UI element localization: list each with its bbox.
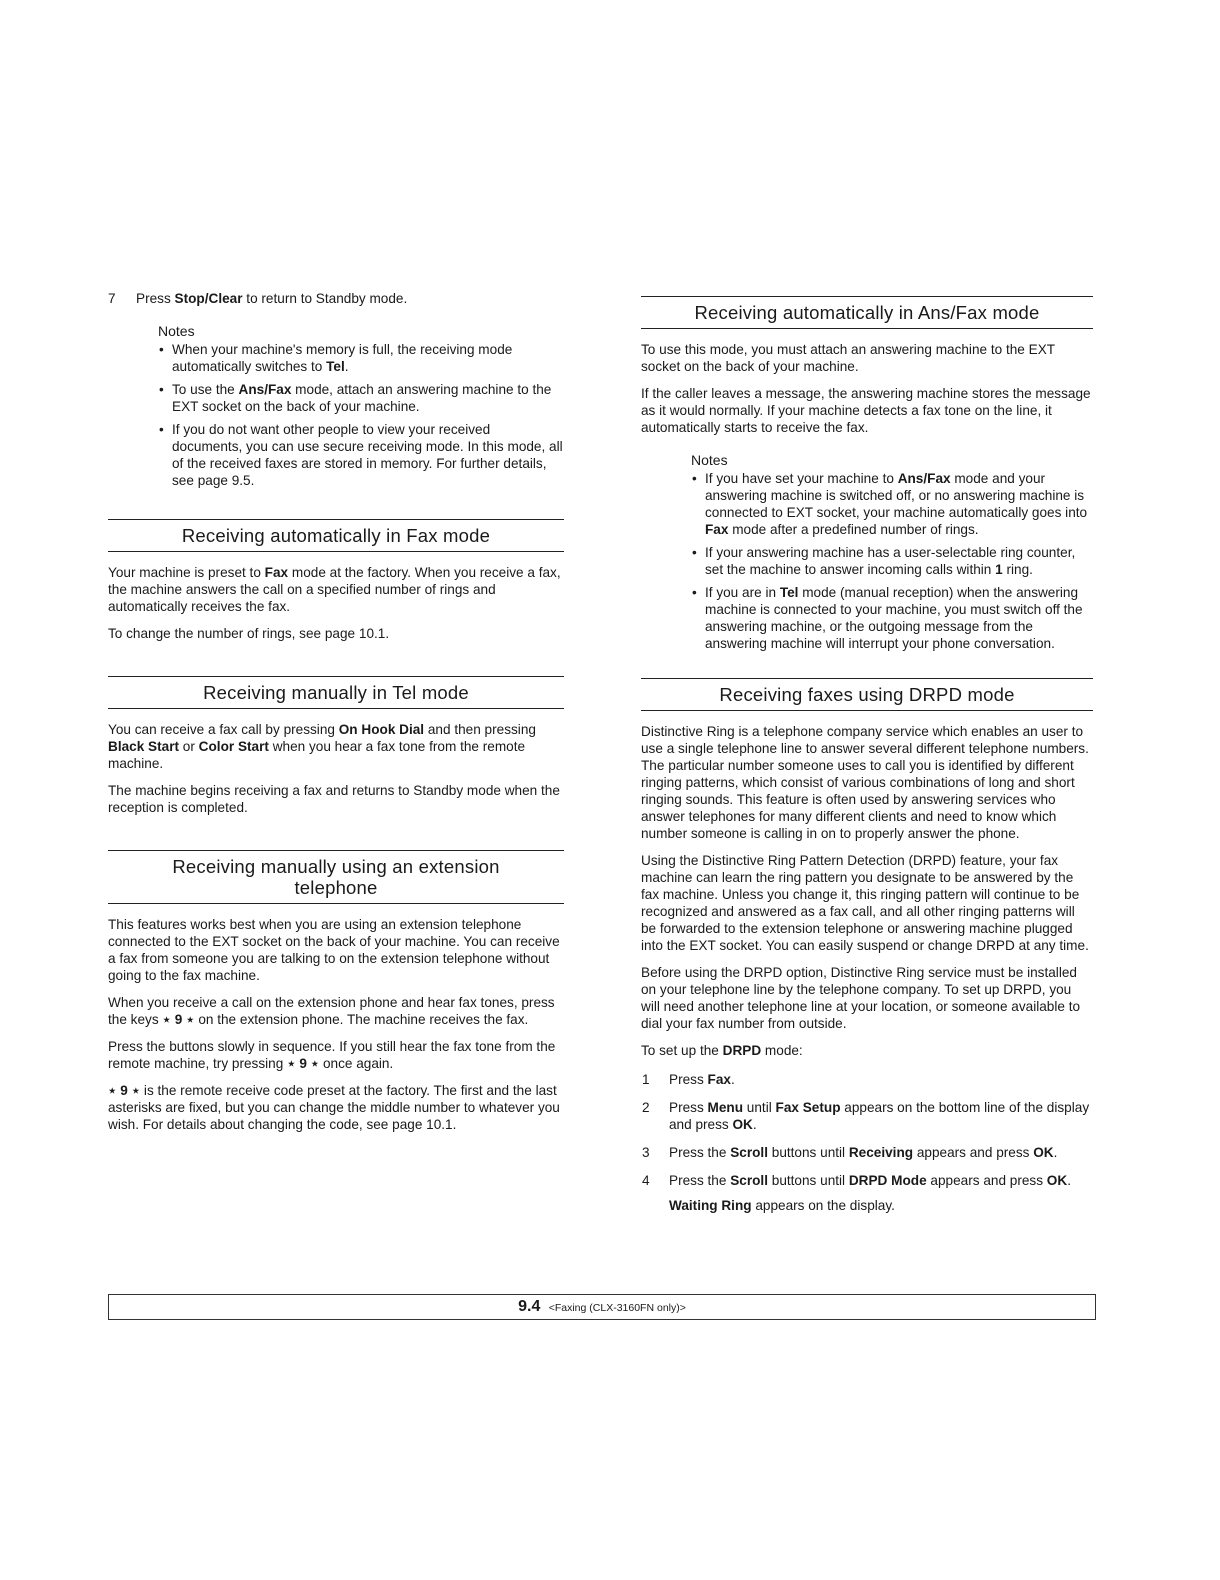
remote-code: ⋆ 9 ⋆ <box>287 1056 320 1071</box>
note-item: • When your machine's memory is full, the receiving mode automatically switches to Tel. <box>158 341 564 375</box>
notes-block <box>691 452 1093 652</box>
note-item: • If you do not want other people to view your received documents, you can use secure receiving mode. In this mode, all of the received faxes are stored in memory. For further details, see page 9.5. <box>158 421 564 489</box>
note-item: • If you are in Tel mode (manual reception) when the answering machine is connected to your machine, you must switch off the answering machine, or the outgoing message from the answering machine will interrupt your phone conversation. <box>691 584 1093 652</box>
paragraph: When you receive a call on the extension phone and hear fax tones, press the keys ⋆ 9 ⋆ on the extension phone. The machine receives the fax. <box>108 995 555 1027</box>
right-column <box>641 296 1093 1224</box>
paragraph: Your machine is preset to Fax mode at the factory. When you receive a fax, the machine answers the call on a specified number of rings and automatically receives the fax. <box>108 565 561 614</box>
section-heading-ansfax-mode: Receiving automatically in Ans/Fax mode <box>641 296 1093 329</box>
paragraph: The machine begins receiving a fax and returns to Standby mode when the reception is completed. <box>108 783 560 815</box>
paragraph: If the caller leaves a message, the answering machine stores the message as it would normally. If your machine detects a fax tone on the line, it automatically starts to receive the fax. <box>641 386 1091 435</box>
step-7: 7 Press Stop/Clear to return to Standby mode. <box>108 291 408 306</box>
paragraph: ⋆ 9 ⋆ is the remote receive code preset at the factory. The first and the last asterisks are fixed, but you can change the middle number to whatever you wish. For details about changing the code, see page 10.1. <box>108 1083 560 1132</box>
step-item: 3 Press the Scroll buttons until Receiving appears and press OK. <box>642 1145 1058 1160</box>
note-item: • To use the Ans/Fax mode, attach an answering machine to the EXT socket on the back of your machine. <box>158 381 564 415</box>
paragraph: To change the number of rings, see page 10.1. <box>108 626 390 641</box>
page-number: 9.4 <box>518 1298 541 1315</box>
step-item: 4 Press the Scroll buttons until DRPD Mode appears and press OK. <box>642 1173 1071 1188</box>
step-note: Waiting Ring appears on the display. <box>669 1198 895 1213</box>
page-footer <box>108 1294 1096 1320</box>
section-heading-extension: Receiving manually using an extension telephone <box>108 850 564 904</box>
paragraph: Using the Distinctive Ring Pattern Detection (DRPD) feature, your fax machine can learn the ring pattern you designate to be answered by the fax machine. Unless you change it, this ringing pattern will continue to be recognized and answered as a fax call, and all other ringing patterns will be forwarded to the extension telephone or answering machine plugged into the EXT socket. You can easily suspend or change DRPD at any time. <box>641 853 1089 953</box>
remote-code: ⋆ 9 ⋆ <box>162 1012 195 1027</box>
left-column <box>108 290 564 1143</box>
note-item: • If you have set your machine to Ans/Fax mode and your answering machine is switched off, or no answering machine is connected to EXT socket, your machine automatically goes into Fax mode after a predefined number of rings. <box>691 470 1093 538</box>
paragraph: You can receive a fax call by pressing On Hook Dial and then pressing Black Start or Color Start when you hear a fax tone from the remote machine. <box>108 722 536 771</box>
paragraph: To use this mode, you must attach an answering machine to the EXT socket on the back of your machine. <box>641 342 1055 374</box>
notes-block <box>158 323 564 489</box>
section-heading-fax-mode: Receiving automatically in Fax mode <box>108 519 564 552</box>
chapter-label: <Faxing (CLX-3160FN only)> <box>548 1302 686 1314</box>
paragraph: This features works best when you are using an extension telephone connected to the EXT socket on the back of your machine. You can receive a fax from someone you are talking to on the extension telephone without going to the fax machine. <box>108 917 560 983</box>
step-item: 1 Press Fax. <box>642 1072 735 1087</box>
notes-title: Notes <box>691 452 728 468</box>
step-item: 2 Press Menu until Fax Setup appears on the bottom line of the display and press OK. <box>642 1100 1090 1132</box>
drpd-steps <box>641 1071 1093 1189</box>
paragraph: To set up the DRPD mode: <box>641 1043 803 1058</box>
paragraph: Before using the DRPD option, Distinctive Ring service must be installed on your telephone line by the telephone company. To set up DRPD, you will need another telephone line at your location, or someone available to dial your fax number from outside. <box>641 965 1081 1031</box>
section-heading-drpd-mode: Receiving faxes using DRPD mode <box>641 678 1093 711</box>
paragraph: Distinctive Ring is a telephone company service which enables an user to use a single telephone line to answer several different telephone numbers. The particular number someone uses to call you is identified by different ringing patterns, which consist of various combinations of long and short ringing sounds. This feature is often used by answering services who answer telephones for many different clients and need to know which number someone is calling in on to properly answer the phone. <box>641 724 1089 841</box>
notes-title: Notes <box>158 323 195 339</box>
section-heading-tel-mode: Receiving manually in Tel mode <box>108 676 564 709</box>
remote-code: ⋆ 9 ⋆ <box>108 1083 141 1098</box>
paragraph: Press the buttons slowly in sequence. If you still hear the fax tone from the remote machine, try pressing ⋆ 9 ⋆ once again. <box>108 1039 556 1071</box>
note-item: • If your answering machine has a user-selectable ring counter, set the machine to answer incoming calls within 1 ring. <box>691 544 1093 578</box>
